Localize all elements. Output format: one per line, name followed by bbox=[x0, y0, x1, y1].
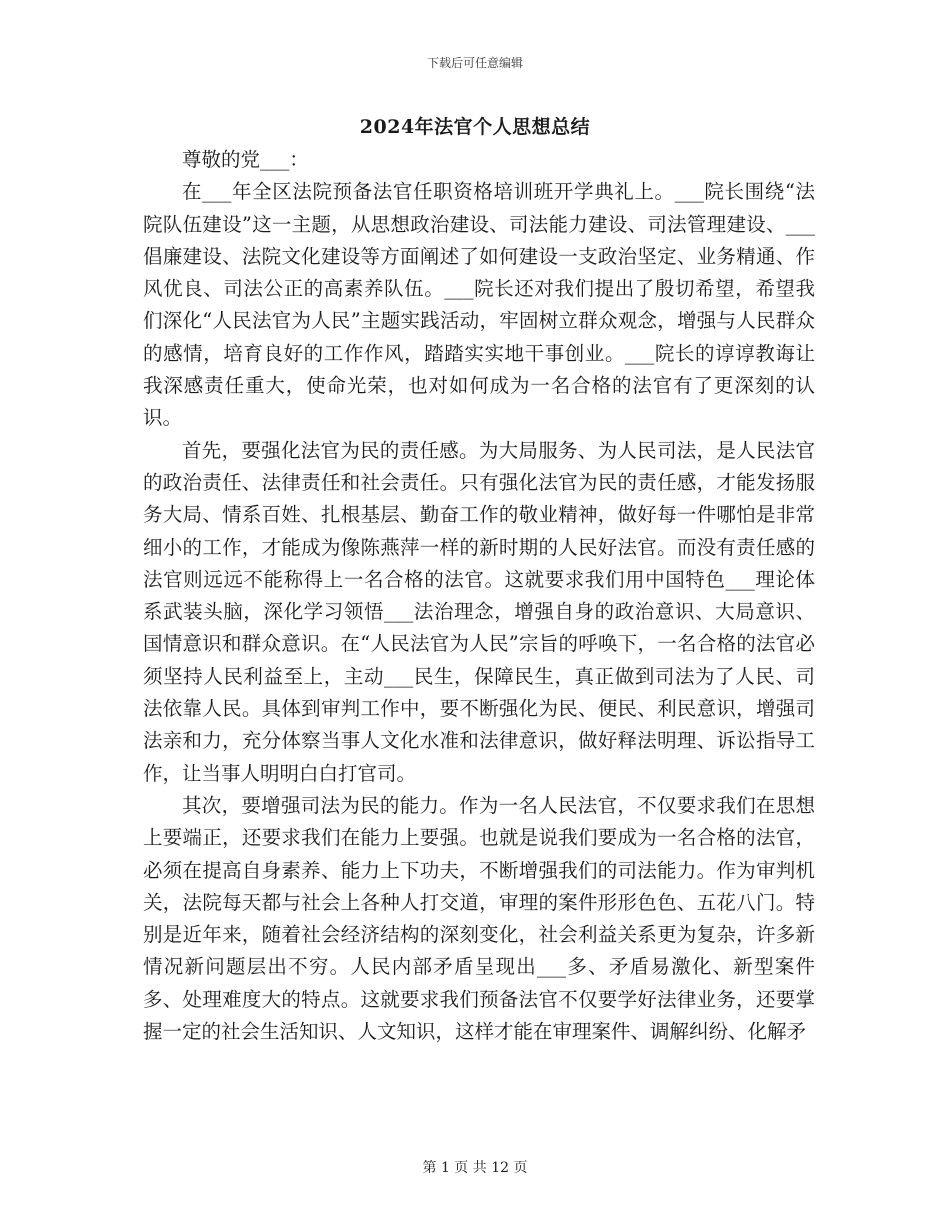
paragraph-2: 首先，要强化法官为民的责任感。为大局服务、为人民司法，是人民法官的政治责任、法律责任和社会责任。只有强化法官为民的责任感，才能发扬服务大局、情系百姓、扎根基层、勤奋工作的敬业精神，做好每一件哪怕是非常细小的工作，才能成为像陈燕萍一样的新时期的人民好法官。而没有责任感的法官则远远不能称得上一名合格的法官。这就要求我们用中国特色___理论体系武装头脑，深化学习领悟___法治理念，增强自身的政治意识、大局意识、国情意识和群众意识。在“人民法官为人民”宗旨的呼唤下，一名合格的法官必须坚持人民利益至上，主动___民生，保障民生，真正做到司法为了人民、司法依靠人民。具体到审判工作中，要不断强化为民、便民、利民意识，增强司法亲和力，充分体察当事人文化水准和法律意识，做好释法明理、诉讼指导工作，让当事人明明白白打官司。 bbox=[143, 438, 815, 785]
document-title: 2024年法官个人思想总结 bbox=[359, 116, 591, 138]
salutation: 尊敬的党___： bbox=[182, 148, 309, 171]
page-number: 第 1 页 共 12 页 bbox=[422, 1160, 528, 1176]
paragraph-1: 在___年全区法院预备法官任职资格培训班开学典礼上。___院长围绕“法院队伍建设”这一主题，从思想政治建设、司法能力建设、司法管理建设、___倡廉建设、法院文化建设等方面阐述了如何建设一支政治坚定、业务精通、作风优良、司法公正的高素养队伍。___院长还对我们提出了殷切希望，希望我们深化“人民法官为人民”主题实践活动，牢固树立群众观念，增强与人民群众的感情，培育良好的工作作风，踏踏实实地干事创业。___院长的谆谆教诲让我深感责任重大，使命光荣，也对如何成为一名合格的法官有了更深刻的认识。 bbox=[143, 180, 815, 430]
paragraph-3: 其次，要增强司法为民的能力。作为一名人民法官，不仅要求我们在思想上要端正，还要求我们在能力上要强。也就是说我们要成为一名合格的法官，必须在提高自身素养、能力上下功夫，不断增强我们的司法能力。作为审判机关，法院每天都与社会上各种人打交道，审理的案件形形色色、五花八门。特别是近年来，随着社会经济结构的深刻变化，社会利益关系更为复杂，许多新情况新问题层出不穷。人民内部矛盾呈现出___多、矛盾易激化、新型案件多、处理难度大的特点。这就要求我们预备法官不仅要学好法律业务，还要掌握一定的社会生活知识、人文知识，这样才能在审理案件、调解纠纷、化解矛 bbox=[143, 793, 815, 1044]
header-note: 下载后可任意编辑 bbox=[426, 56, 523, 70]
document-body bbox=[143, 144, 815, 1048]
